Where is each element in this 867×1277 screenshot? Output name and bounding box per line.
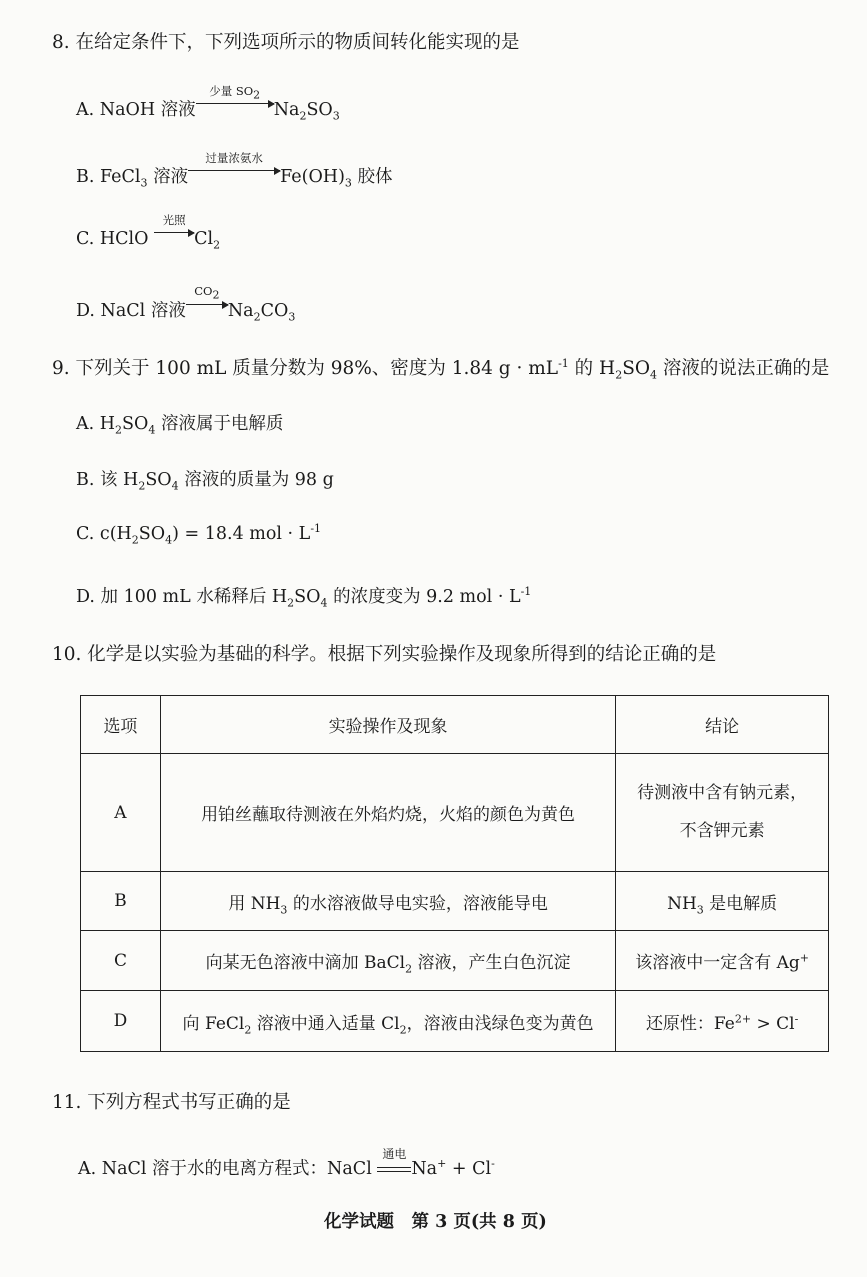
row-c-operation: 向某无色溶液中滴加 BaCl$_2$ 溶液，产生白色沉淀 [160, 931, 615, 991]
row-a-option: A [81, 754, 161, 872]
row-d-conclusion: 还原性：$Fe^{2+} > Cl^-$ [616, 991, 829, 1052]
row-d-option: D [81, 991, 161, 1052]
table-row [81, 991, 829, 1052]
q11-stem: 11. 下列方程式书写正确的是 [52, 1092, 291, 1113]
row-b-operation: 用 $NH_3$ 的水溶液做导电实验，溶液能导电 [160, 872, 615, 931]
q9-option-c: C. $c(H_2SO_4) = 18.4$ mol · $L^{-1}$ [76, 522, 322, 547]
header-option: 选项 [81, 696, 161, 754]
table-header-row [81, 696, 829, 754]
row-a-conclusion: 待测液中含有钠元素， 不含钾元素 [616, 754, 829, 872]
row-b-option: B [81, 872, 161, 931]
table-row [81, 931, 829, 991]
q9-option-b: B. 该 $H_2SO_4$ 溶液的质量为 98 g [76, 470, 334, 493]
page-footer: 化学试题 第 3 页(共 8 页) [324, 1212, 547, 1232]
row-b-conclusion: $NH_3$ 是电解质 [616, 872, 829, 931]
q8-option-b: B. FeCl$_3$ 溶液 过量浓氨水 $Fe(OH)_3$ 胶体 [76, 151, 393, 190]
q9-stem: 9. 下列关于 100 mL 质量分数为 98%、密度为 1.84 $g \cdot mL^{-1}$ 的 $H_2SO_4$ 溶液的说法正确的是 [52, 356, 830, 382]
row-d-operation: 向 FeCl$_2$ 溶液中通入适量 $Cl_2$，溶液由浅绿色变为黄色 [160, 991, 615, 1052]
row-a-operation: 用铂丝蘸取待测液在外焰灼烧，火焰的颜色为黄色 [160, 754, 615, 872]
q8-option-a: A. NaOH 溶液 少量 $SO_2$ $Na_2SO_3$ [76, 84, 340, 123]
q10-stem: 10. 化学是以实验为基础的科学。根据下列实验操作及现象所得到的结论正确的是 [52, 644, 717, 665]
q9-option-d: D. 加 100 mL 水稀释后 $H_2SO_4$ 的浓度变为 9.2 mol · $L^{-1}$ [76, 585, 532, 610]
header-conclusion: 结论 [616, 696, 829, 754]
q10-table [80, 695, 829, 1052]
q9-option-a: A. $H_2SO_4$ 溶液属于电解质 [76, 414, 284, 437]
q8-option-c: C. HClO 光照 $Cl_2$ [76, 213, 221, 252]
table-row [81, 872, 829, 931]
row-c-option: C [81, 931, 161, 991]
row-c-conclusion: 该溶液中一定含有 Ag+ [616, 931, 829, 991]
q8-stem: 8. 在给定条件下，下列选项所示的物质间转化能实现的是 [52, 32, 520, 53]
header-operation: 实验操作及现象 [160, 696, 615, 754]
q8-option-d: D. NaCl 溶液 $CO_2$ $Na_2CO_3$ [76, 284, 296, 324]
q11-option-a: A. NaCl 溶于水的电离方程式：NaCl 通电 Na+ + Cl- [78, 1147, 495, 1179]
table-row [81, 754, 829, 872]
